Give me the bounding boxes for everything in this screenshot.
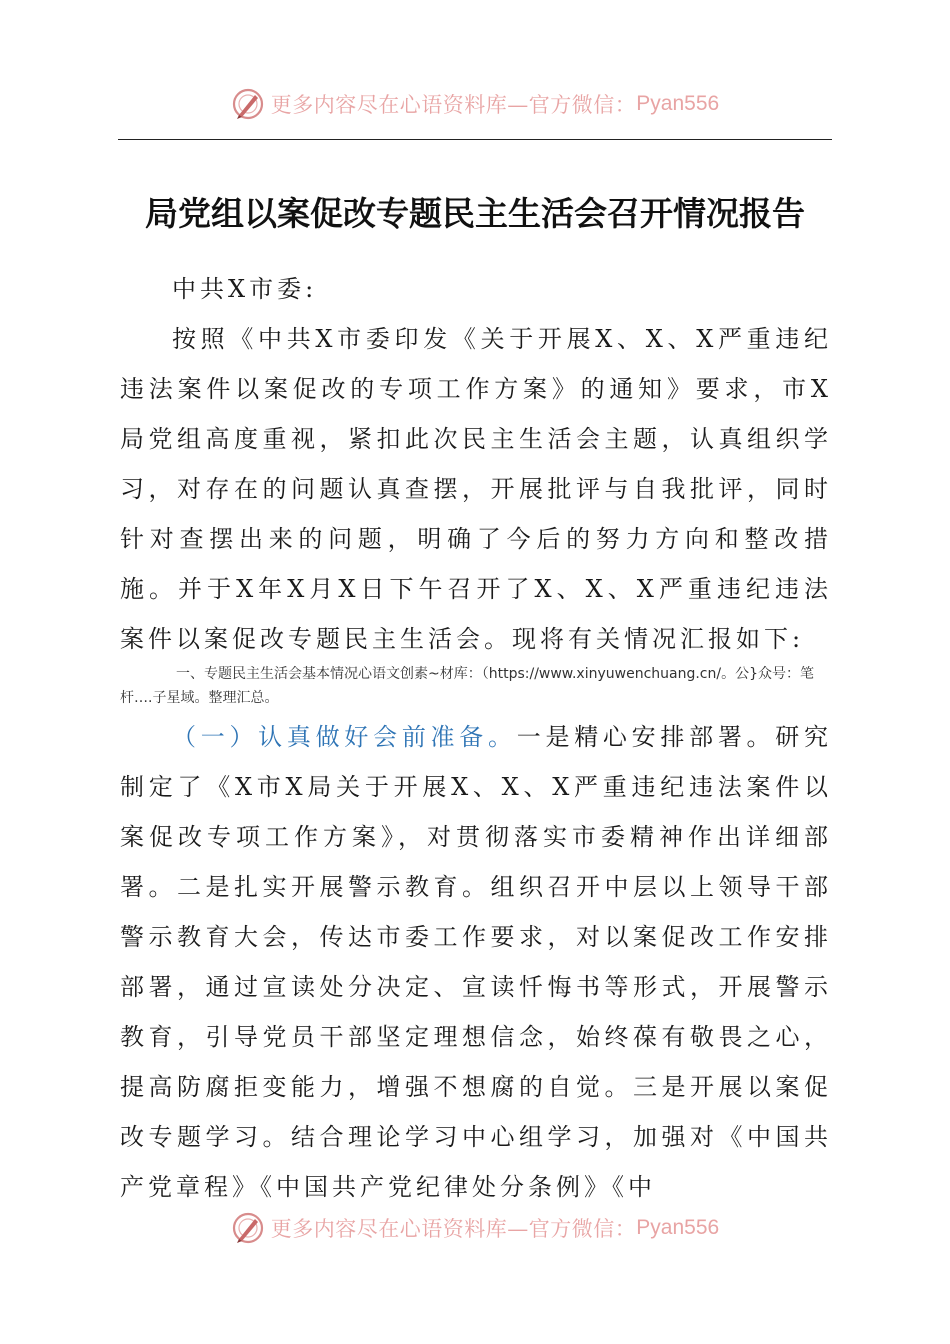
header-banner xyxy=(0,84,950,124)
section1-body: 一是精心安排部署。研究制定了《X市X局关于开展X、X、X严重违纪违法案件以案促改专项工作方案》，对贯彻落实市委精神作出详细部署。二是扎实开展警示教育。组织召开中层以上领导干部警示教育大会，传达市委工作要求，对以案促改工作安排部署，通过宣读处分决定、宣读忏悔书等形式，开展警示教育，引导党员干部坚定理想信念，始终葆有敬畏之心，提高防腐拒变能力，增强不想腐的自觉。三是开展以案促改专题学习。结合理论学习中心组学习，加强对《中国共产党章程》《中国共产党纪律处分条例》《中 xyxy=(120,723,833,1201)
section1-heading: （一）认真做好会前准备。 xyxy=(172,723,517,751)
banner-text: 更多内容尽在心语资料库—官方微信： xyxy=(270,93,637,117)
header-divider xyxy=(118,139,832,140)
paragraph-section1 xyxy=(120,712,832,1212)
banner-text: 更多内容尽在心语资料库—官方微信： xyxy=(270,1217,637,1241)
document-title: 局党组以案促改专题民主生活会召开情况报告 xyxy=(145,194,805,233)
salutation: 中共X市委: xyxy=(172,275,318,303)
footer-banner xyxy=(0,1208,950,1248)
paragraph-intro: 按照《中共X市委印发《关于开展X、X、X严重违纪违法案件以案促改的专项工作方案》的通知》要求，市X局党组高度重视，紧扣此次民主生活会主题，认真组织学习，对存在的问题认真查摆，开展批评与自我批评，同时针对查摆出来的问题，明确了今后的努力方向和整改措施。并于X年X月X日下午召开了X、X、X严重违纪违法案件以案促改专题民主生活会。现将有关情况汇报如下: xyxy=(120,325,832,653)
source-note: 一、专题民主生活会基本情况心语文创素~材库：（https://www.xinyuwenchuang.cn/。公}众号：笔杆….子星域。整理汇总。 xyxy=(120,666,814,706)
pen-circle-logo-icon xyxy=(231,1211,265,1245)
pen-circle-logo-icon xyxy=(231,87,265,121)
banner-wechat-id: Pyan556 xyxy=(636,1216,720,1239)
banner-wechat-id: Pyan556 xyxy=(636,92,720,115)
